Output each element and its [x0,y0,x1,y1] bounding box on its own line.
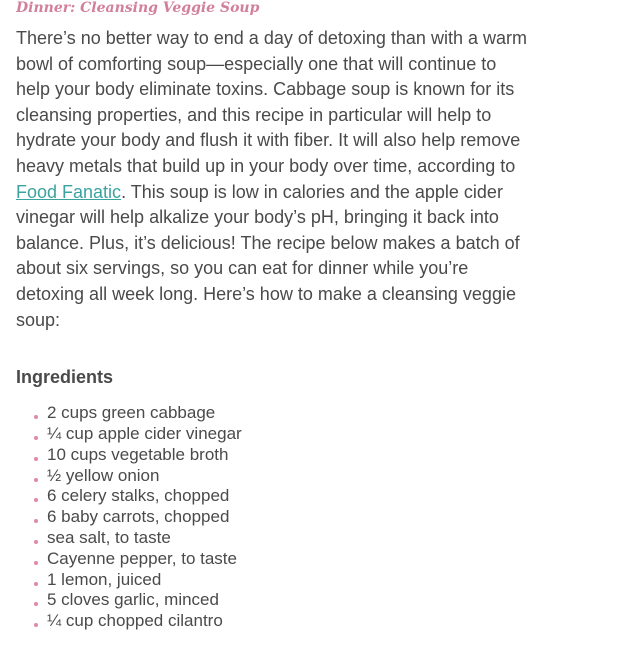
bullet-icon [34,478,38,482]
ingredient-text: ¼ cup apple cider vinegar [47,423,242,443]
bullet-icon [34,436,38,440]
ingredient-item [34,507,626,528]
ingredient-item [34,424,626,445]
ingredient-item [34,445,626,466]
bullet-icon [34,561,38,565]
section-title: Dinner: Cleansing Veggie Soup [16,0,260,16]
ingredient-text: sea salt, to taste [47,527,171,547]
food-fanatic-link[interactable]: Food Fanatic [16,181,122,202]
ingredient-item [34,486,626,507]
bullet-icon [34,582,38,586]
ingredient-item [34,403,626,424]
ingredient-item [34,549,626,570]
bullet-icon [34,602,38,606]
bullet-icon [34,498,38,502]
bullet-icon [34,457,38,461]
ingredient-item [34,611,626,632]
ingredient-text: 5 cloves garlic, minced [47,590,219,610]
intro-text-before-link: There’s no better way to end a day of detoxing than with a warm bowl of comforting soup—especially one that will continue to help your body eliminate toxins. Cabbage soup is known for its cleansing properties, and this recipe in particular will help to hydrate your body and flush it with fiber. It will also help remove heavy metals that build up in your body over time, according to [16,28,527,176]
ingredients-heading: Ingredients [16,367,114,388]
ingredient-item [34,466,626,487]
ingredient-text: 10 cups vegetable broth [47,444,229,464]
ingredient-text: 6 celery stalks, chopped [47,486,230,506]
bullet-icon [34,519,38,523]
bullet-icon [34,415,38,419]
bullet-icon [34,540,38,544]
intro-text-after-link: . This soup is low in calories and the apple cider vinegar will help alkalize your body’s pH, bringing it back into balance. Plus, it’s delicious! The recipe below makes a batch of about six servings, so you can eat for dinner while you’re detoxing all week long. Here’s how to make a cleansing veggie soup: [16,181,520,330]
ingredient-list [16,403,626,632]
ingredient-item [34,590,626,611]
ingredient-text: ½ yellow onion [47,465,160,485]
ingredient-text: 2 cups green cabbage [47,403,216,423]
article [16,0,626,632]
intro-paragraph [16,26,531,333]
bullet-icon [34,623,38,627]
ingredient-item [34,570,626,591]
ingredient-text: Cayenne pepper, to taste [47,548,237,568]
ingredient-item [34,528,626,549]
ingredient-text: 1 lemon, juiced [47,569,162,589]
ingredient-text: 6 baby carrots, chopped [47,507,230,527]
ingredient-text: ¼ cup chopped cilantro [47,611,223,631]
